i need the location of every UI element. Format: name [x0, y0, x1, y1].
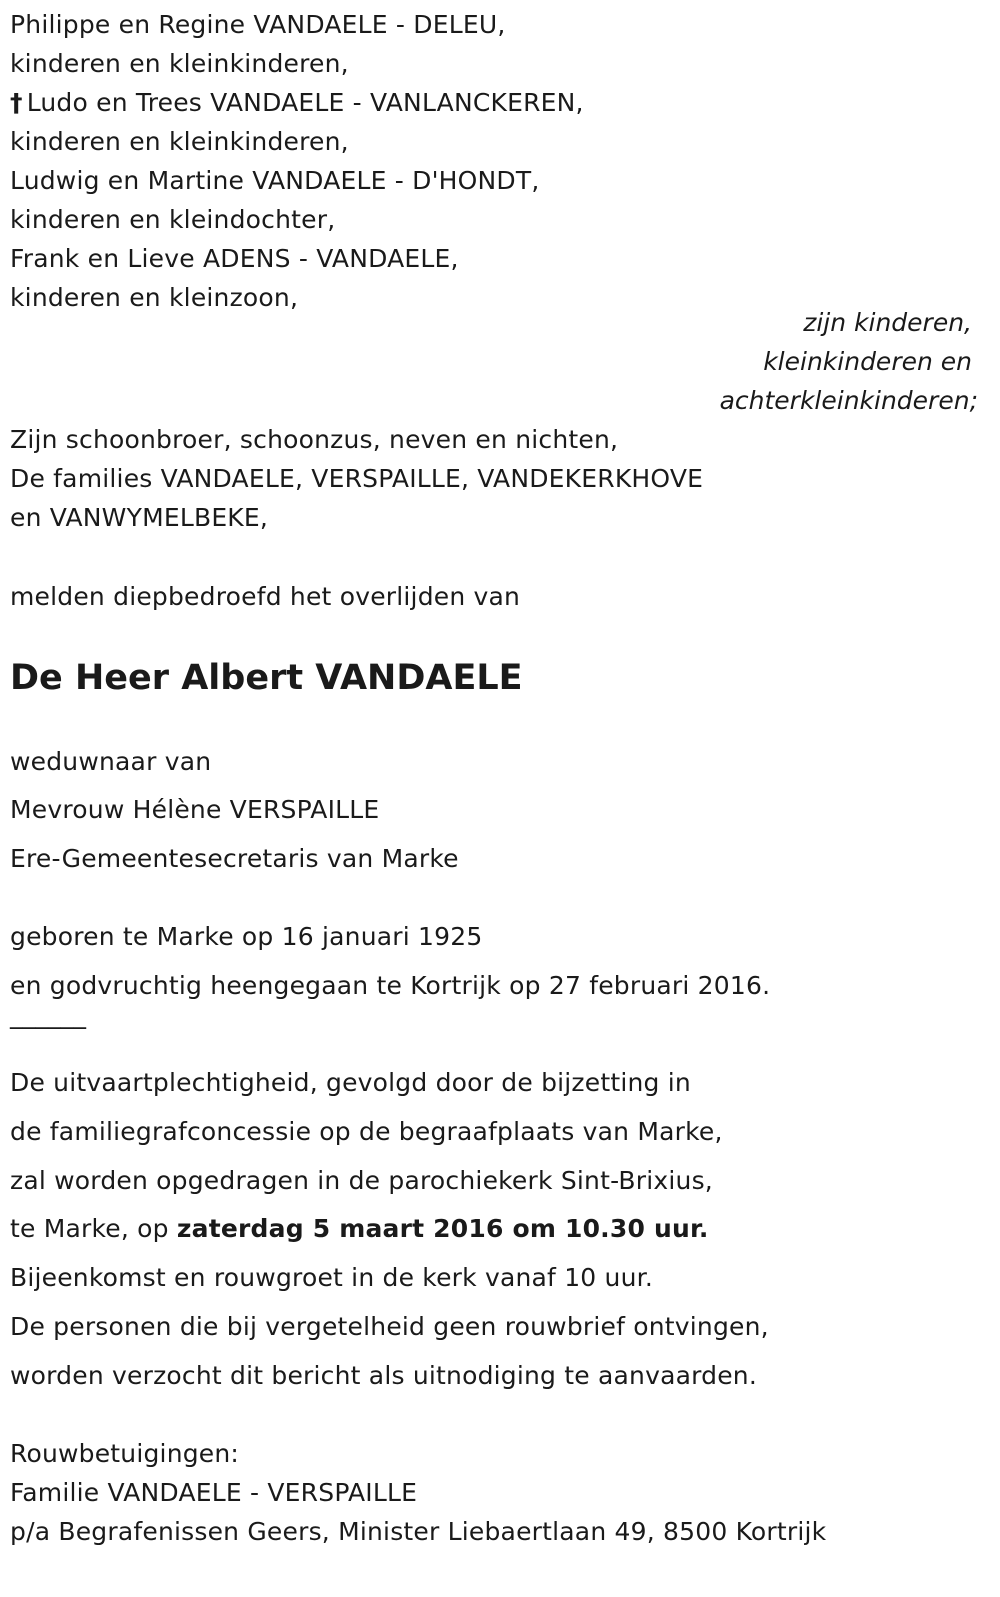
- funeral-line-6: De personen die bij vergetelheid geen rouwbrief ontvingen,: [10, 1312, 769, 1341]
- summary-line-2: kleinkinderen en: [763, 347, 972, 376]
- relatives-line-3: en VANWYMELBEKE,: [10, 503, 269, 532]
- deceased-name: De Heer Albert VANDAELE: [10, 658, 523, 698]
- family-line-7: Frank en Lieve ADENS - VANDAELE,: [10, 244, 459, 273]
- funeral-line-7: worden verzocht dit bericht als uitnodiging te aanvaarden.: [10, 1361, 758, 1390]
- announcement: melden diepbedroefd het overlijden van: [10, 582, 521, 611]
- condolences-address: p/a Begrafenissen Geers, Minister Liebaertlaan 49, 8500 Kortrijk: [10, 1517, 827, 1546]
- family-line-5: Ludwig en Martine VANDAELE - D'HONDT,: [10, 166, 540, 195]
- condolences-family: Familie VANDAELE - VERSPAILLE: [10, 1478, 418, 1507]
- family-line-4: kinderen en kleinkinderen,: [10, 127, 349, 156]
- relatives-line-1: Zijn schoonbroer, schoonzus, neven en nichten,: [10, 425, 619, 454]
- family-line-6: kinderen en kleindochter,: [10, 205, 336, 234]
- title-line: Ere-Gemeentesecretaris van Marke: [10, 844, 459, 873]
- born-line: geboren te Marke op 16 januari 1925: [10, 922, 483, 951]
- family-line-2: kinderen en kleinkinderen,: [10, 49, 349, 78]
- funeral-line-1: De uitvaartplechtigheid, gevolgd door de bijzetting in: [10, 1068, 691, 1097]
- widower-line: weduwnaar van: [10, 747, 212, 776]
- relatives-line-2: De families VANDAELE, VERSPAILLE, VANDEKERKHOVE: [10, 464, 704, 493]
- funeral-line-3: zal worden opgedragen in de parochiekerk Sint-Brixius,: [10, 1166, 713, 1195]
- funeral-date-time: zaterdag 5 maart 2016 om 10.30 uur.: [176, 1214, 709, 1243]
- summary-line-1: zijn kinderen,: [803, 308, 972, 337]
- family-line-3: [10, 88, 584, 118]
- family-line-8: kinderen en kleinzoon,: [10, 283, 299, 312]
- funeral-line-4: [10, 1214, 709, 1244]
- funeral-line-2: de familiegrafconcessie op de begraafplaats van Marke,: [10, 1117, 723, 1146]
- condolences-heading: Rouwbetuigingen:: [10, 1439, 240, 1468]
- died-line: en godvruchtig heengegaan te Kortrijk op 27 februari 2016.: [10, 971, 771, 1000]
- separator: ______: [10, 1000, 87, 1029]
- family-line-3-text: Ludo en Trees VANDAELE - VANLANCKEREN,: [26, 88, 584, 117]
- cross-icon: †: [10, 88, 23, 117]
- summary-line-3: achterkleinkinderen;: [719, 386, 978, 415]
- funeral-line-4-prefix: te Marke, op: [10, 1214, 177, 1243]
- funeral-line-5: Bijeenkomst en rouwgroet in de kerk vanaf 10 uur.: [10, 1263, 653, 1292]
- family-line-1: Philippe en Regine VANDAELE - DELEU,: [10, 10, 506, 39]
- spouse-line: Mevrouw Hélène VERSPAILLE: [10, 795, 380, 824]
